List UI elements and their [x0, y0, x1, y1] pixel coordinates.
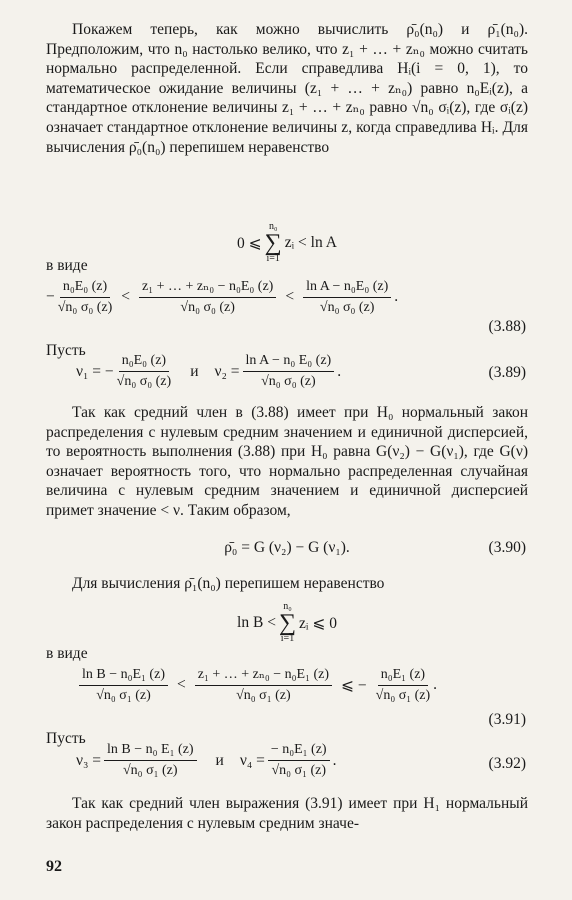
- equation-number: (3.90): [488, 539, 526, 556]
- paragraph-final: Так как средний член выражения (3.91) имеет при H₁ нормальный закон распределения с нулевым средним значе-: [46, 795, 528, 832]
- equation-3-89: ν₁ = − $\frac{\text{n₀E₀ (z)}}{\text{√n₀ σ₀ (z)}}$ и ν₂ = $\frac{\text{ln A − n₀ E₀ (z)}}{\text{√n₀ σ₀ (z)}}$ .: [76, 353, 342, 389]
- equation-3-90: ρ̄₀ = G (ν₂) − G (ν₁).: [224, 539, 350, 556]
- equation-number: (3.88): [488, 318, 526, 335]
- fraction: $\frac{\text{− n₀E₁ (z)}}{\text{√n₀ σ₁ (z)}}$: [268, 742, 330, 779]
- sigma-icon: ∑: [264, 230, 282, 256]
- fraction: $\frac{\text{z₁ + … + zₙ₀ − n₀E₁ (z)}}{\text{√n₀ σ₁ (z)}}$: [195, 666, 332, 704]
- sum-symbol: n₀ ∑ i=1: [278, 601, 297, 644]
- equation-number: (3.89): [488, 364, 526, 381]
- equation-number: (3.92): [488, 755, 526, 772]
- fraction: $\frac{\text{ln A − n₀E₀ (z)}}{\text{√n₀ σ₀ (z)}}$: [303, 279, 391, 316]
- ineq1-right: zᵢ < ln A: [284, 234, 337, 251]
- equation-number: (3.91): [488, 711, 526, 728]
- inequality-1: [46, 222, 528, 264]
- fraction: $\frac{\text{z₁ + … + zₙ₀ − n₀E₀ (z)}}{\text{√n₀ σ₀ (z)}}$: [139, 278, 276, 316]
- page-number: 92: [46, 858, 62, 875]
- paragraph-rho1: Для вычисления ρ̄₁(n₀) перепишем неравенство: [72, 575, 385, 592]
- equation-3-91: $\frac{\text{ln B − n₀E₁ (z)}}{\text{√n₀ σ₁ (z)}}$ < $\frac{\text{z₁ + … + zₙ₀ − n₀E₁ (z)}}{\text{√n₀ σ₁ (z)}}$ ⩽ − $\frac{\text{n₀E₁ (z)}}{\text{√n₀ σ₁ (z)}}$ .: [46, 666, 558, 704]
- equation-3-88: − $\frac{\text{n₀E₀ (z)}}{\text{√n₀ σ₀ (z)}}$ < $\frac{\text{z₁ + … + zₙ₀ − n₀E₀ (z)}}{\text{√n₀ σ₀ (z)}}$ < $\frac{\text{ln A − n₀E₀ (z)}}{\text{√n₀ σ₀ (z)}}$ .: [46, 278, 399, 315]
- sum-symbol: n₀ ∑ i=1: [264, 221, 282, 264]
- paragraph-intro: Покажем теперь, как можно вычислить ρ̄₀(n₀) и ρ̄₁(n₀). Предположим, что n₀ настолько велико, что z₁ + … + zₙ₀ можно считать нормально распределенной. Если справедлива Hᵢ(i = 0, 1), то математическое ожидание величины (z₁ + … + zₙ₀) равно n₀Eᵢ(z), а стандартное отклонение величины z₁ + … + zₙ₀ равно √n₀ σᵢ(z), где σᵢ(z) означает стандартное отклонение величины z, когда справедлива Hᵢ. Для вычисления ρ̄₀(n₀) перепишем неравенство: [46, 21, 528, 156]
- fraction: $\frac{\text{n₀E₁ (z)}}{\text{√n₀ σ₁ (z)}}$: [375, 666, 431, 703]
- label-v-vide-2: в виде: [46, 645, 88, 662]
- equation-3-92: ν₃ = $\frac{\text{ln B − n₀ E₁ (z)}}{\text{√n₀ σ₁ (z)}}$ и ν₄ = $\frac{\text{− n₀E₁ (z)}}{\text{√n₀ σ₁ (z)}}$ .: [76, 742, 337, 778]
- fraction: $\frac{\text{ln B − n₀E₁ (z)}}{\text{√n₀ σ₁ (z)}}$: [79, 667, 168, 704]
- label-pust-2: Пусть: [46, 730, 86, 747]
- paragraph-explanation: Так как средний член в (3.88) имеет при H₀ нормальный закон распределения с нулевым средним значением и единичной дисперсией, то вероятность выполнения (3.88) при H₀ равна G(ν₂) − G(ν₁), где G(ν) означает вероятность того, что нормально распределенная случайная величина с нулевым средним значением и единичной дисперсией примет значение < ν. Таким образом,: [46, 404, 528, 519]
- ineq1-left: 0 ⩽: [237, 234, 262, 252]
- inequality-2: ln B < n₀ ∑ i=1 zᵢ ⩽ 0: [237, 601, 337, 644]
- label-v-vide-1: в виде: [46, 257, 88, 274]
- sigma-icon: ∑: [278, 610, 297, 636]
- fraction: $\frac{\text{n₀E₀ (z)}}{\text{√n₀ σ₀ (z)}}$: [57, 278, 113, 315]
- fraction: $\frac{\text{ln A − n₀ E₀ (z)}}{\text{√n₀ σ₀ (z)}}$: [243, 353, 335, 390]
- fraction: $\frac{\text{n₀E₀ (z)}}{\text{√n₀ σ₀ (z)}}$: [116, 353, 172, 389]
- label-pust-1: Пусть: [46, 342, 86, 359]
- fraction: $\frac{\text{ln B − n₀ E₁ (z)}}{\text{√n₀ σ₁ (z)}}$: [104, 742, 196, 779]
